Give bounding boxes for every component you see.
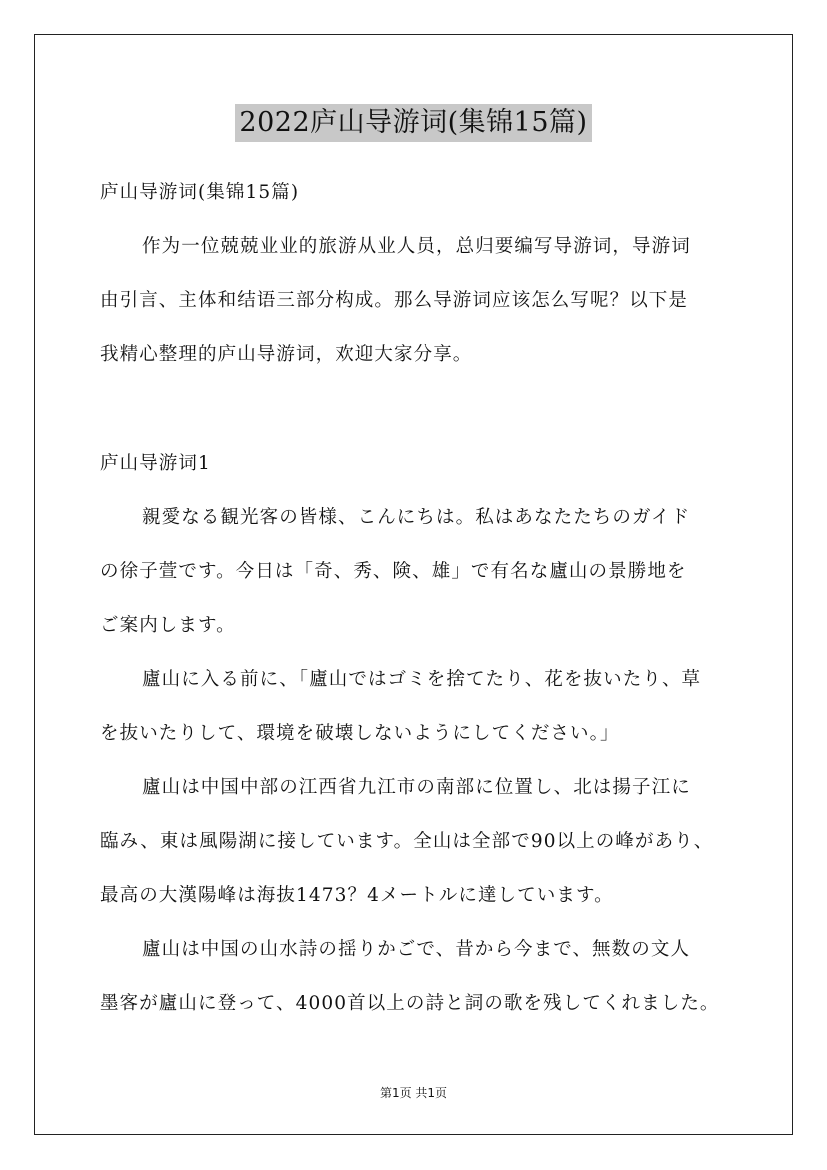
body-line-4: 廬山に入る前に、「廬山ではゴミを捨てたり、花を抜いたり、草 <box>142 669 702 690</box>
body-line-6: 廬山は中国中部の江西省九江市の南部に位置し、北は揚子江に <box>142 777 691 798</box>
document-subtitle: 庐山导游词(集锦15篇) <box>100 182 300 203</box>
page-footer: 第1页 共1页 <box>379 1086 448 1100</box>
body-line-1: 親愛なる観光客の皆様、こんにちは。私はあなたたちのガイド <box>142 507 691 528</box>
document-title: 2022庐山导游词(集锦15篇) <box>235 104 591 142</box>
title-container <box>0 104 827 142</box>
intro-line-3: 我精心整理的庐山导游词，欢迎大家分享。 <box>100 344 473 365</box>
section-heading: 庐山导游词1 <box>100 453 211 474</box>
body-line-10: 墨客が廬山に登って、4000首以上の詩と詞の歌を残してくれました。 <box>100 993 720 1014</box>
body-line-3: ご案内します。 <box>100 615 236 636</box>
body-line-7: 臨み、東は風陽湖に接しています。全山は全部で90以上の峰があり、 <box>100 831 714 852</box>
body-line-2: の徐子萱です。今日は「奇、秀、険、雄」で有名な廬山の景勝地を <box>100 561 687 582</box>
intro-line-1: 作为一位兢兢业业的旅游从业人员，总归要编写导游词，导游词 <box>142 236 691 257</box>
intro-line-2: 由引言、主体和结语三部分构成。那么导游词应该怎么写呢？以下是 <box>100 290 689 311</box>
body-line-9: 廬山は中国の山水詩の揺りかごで、昔から今まで、無数の文人 <box>142 939 691 960</box>
body-line-8: 最高の大漢陽峰は海抜1473？4メートルに達しています。 <box>100 885 614 906</box>
body-line-5: を抜いたりして、環境を破壊しないようにしてください。」 <box>100 723 620 744</box>
